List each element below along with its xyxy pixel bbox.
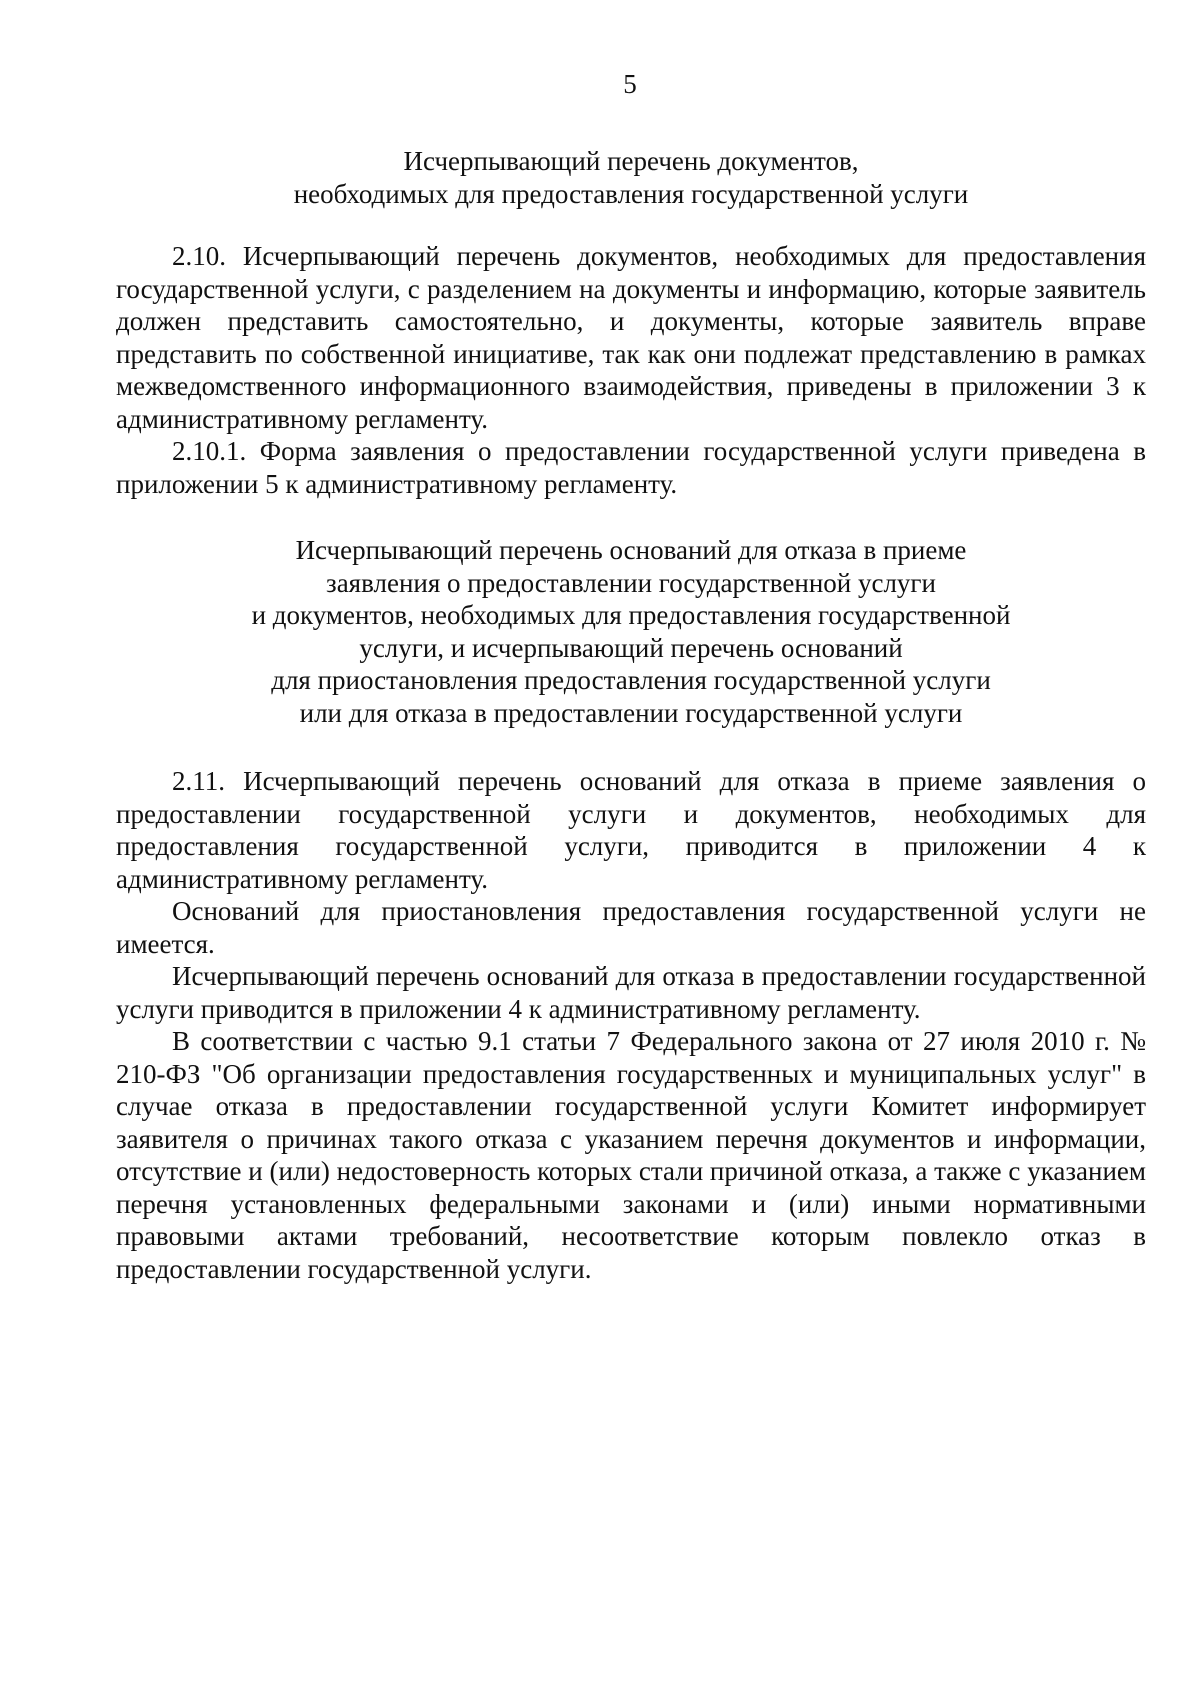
heading-line: и документов, необходимых для предоставления государственной [251, 600, 1011, 630]
paragraph-2-10: 2.10. Исчерпывающий перечень документов, необходимых для предоставления государственной услуги, с разделением на документы и информацию, которые заявитель должен представить самостоятельно, и документы, которые заявитель вправе представить по собственной инициативе, так как они подлежат представлению в рамках межведомственного информационного взаимодействия, приведены в приложении 3 к административному регламенту. [116, 241, 1146, 434]
heading-line: для приостановления предоставления государственной услуги [271, 665, 991, 695]
heading-line: или для отказа в предоставлении государственной услуги [299, 697, 963, 728]
page-number: 5 [623, 69, 637, 99]
section-heading-documents [116, 145, 1146, 210]
section-heading-refusal-grounds [116, 534, 1146, 729]
heading-line: Исчерпывающий перечень оснований для отказа в приеме [295, 535, 967, 565]
heading-line: Исчерпывающий перечень документов, [403, 146, 859, 176]
paragraph-federal-law: В соответствии с частью 9.1 статьи 7 Федерального закона от 27 июля 2010 г. № 210-ФЗ "Об организации предоставления государственных и муниципальных услуг" в случае отказа в предоставлении государственной услуги Комитет информирует заявителя о причинах такого отказа с указанием перечня документов и информации, отсутствие и (или) недостоверность которых стали причиной отказа, а также с указанием перечня установленных федеральными законами и (или) иными нормативными правовыми актами требований, несоответствие которым повлекло отказ в предоставлении государственной услуги. [116, 1026, 1146, 1284]
paragraph-refusal-grounds: Исчерпывающий перечень оснований для отказа в предоставлении государственной услуги приводится в приложении 4 к административному регламенту. [116, 961, 1146, 1024]
paragraph-no-suspension: Оснований для приостановления предоставления государственной услуги не имеется. [116, 896, 1146, 959]
paragraph-2-10-1: 2.10.1. Форма заявления о предоставлении государственной услуги приведена в приложении 5 к административному регламенту. [116, 436, 1146, 499]
heading-line: заявления о предоставлении государственной услуги [326, 567, 936, 598]
document-body [116, 145, 1146, 1285]
heading-line: необходимых для предоставления государственной услуги [293, 178, 969, 209]
heading-line: услуги, и исчерпывающий перечень оснований [359, 632, 903, 663]
paragraph-2-11: 2.11. Исчерпывающий перечень оснований для отказа в приеме заявления о предоставлении государственной услуги и документов, необходимых для предоставления государственной услуги, приводится в приложении 4 к административному регламенту. [116, 766, 1146, 894]
